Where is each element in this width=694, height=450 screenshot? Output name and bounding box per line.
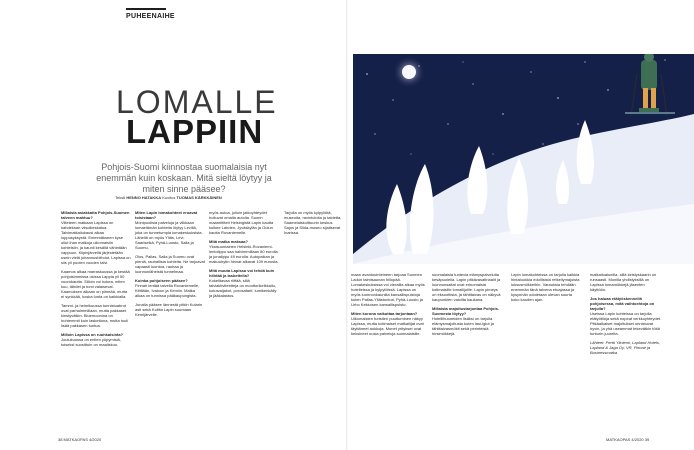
byline-illu-label: Kuvitus	[162, 195, 176, 200]
paragraph-text: Lapin lomakohteissa on tarjolla kaikkia hintaluokkia edullisista retkeilymajoista luksusmökkeihin. Varauksia tehdään enemmän tänä talvena etuajassa ja kysynnän odotetaan olevan suurta koko kauden ajan.	[511, 272, 580, 302]
text-column-4	[284, 210, 342, 239]
paragraph-text: suomalaisia tuntevia elämyspalveluita kesäpuolella. Lapin pitkävasatiriaalit ja luonnonsaitat ovat erinomaisia kotimaisille lomailijoille. Lapin pimeys on eksoottista, ja tähtitaivas on näkyvä kaupunkien valoilta kaukana.	[432, 272, 501, 302]
paragraph	[61, 332, 131, 347]
paragraph	[432, 306, 502, 336]
paragraph	[61, 269, 131, 299]
paragraph-text: Junalla pääsee lännestä pitkin Kolarin asti sekä Kolilta Lapin suuntaan Kemijärvelle.	[135, 302, 203, 317]
paragraph-text: maan avantouinteineen tarjoaa Suomen Ladun taimisaunan hiilupää. Lomakeskuksissa voi vierailla alkaa myös hotelleissa ja kylpylöissä. Lapissa on myös luonnonkauniita kansallispuistoja kuten Pallas-Yllästunturi, Pyhä-Luosto ja Urho Kekkosen kansallispuisto.	[351, 272, 425, 307]
paragraph-text: Viiteteen matkaan Lapissa on kahdeksan viisoikeskatua. Talvimatkailukausi alkaa loppusyksystä. Enimmäkseen kyse ollut ihan matkoja ulkomaisiin kohteisiin, ja kaunii kesällä vähintään vappuun. Kilpinjärvellä järjestetään usein vielä juhannushiihdot. Lapissa on siis yli puolen vuoden talvi.	[61, 220, 131, 265]
byline-text-label: Teksti	[115, 195, 126, 200]
paragraph	[351, 311, 426, 336]
paragraph	[135, 278, 205, 298]
text-column-5	[351, 272, 426, 340]
question-heading: Jos haluaa etätyöskennellä pohjoisessa, mitä vaihtoehtoja on tarjolla?	[590, 296, 655, 311]
text-column-1	[61, 210, 131, 351]
paragraph-text: Tammi- ja helmikuussa tunnistuabrot ovat parhaimmillaan, mutta pakkaset kiristyvätkin. Bluemoonina on huhtemmit kuin laskettuna, mutta tuuli lisää pakkasen tuntua.	[61, 303, 129, 328]
paragraph	[590, 340, 662, 355]
text-column-8	[590, 272, 662, 359]
paragraph-text: Joulukuussa on eniten yöpymisiä, toiseksi suosittuin on maaliskuu.	[61, 337, 121, 347]
question-heading: Millaista majoitustarjontaa Pohjois-Suomesta löytyy?	[432, 306, 500, 316]
question-heading: Kuinka pohjoiseen pääsee?	[135, 278, 188, 283]
text-column-3	[209, 210, 279, 302]
section-label: PUHEENAIHE	[126, 8, 166, 20]
paragraph	[135, 254, 205, 274]
paragraph	[135, 302, 205, 317]
paragraph-text: myös autoa, jolloin jatkoyhteydet hoituvat omalla autolla. Suorin maareittiteit Helsingistä Lapin kautta kulkee Lahden, Jyväskylän ja Oulun kautta Rovaniemelle.	[209, 210, 274, 235]
title-line-1: LOMALLE	[116, 84, 278, 120]
text-column-6	[432, 272, 502, 340]
lapland-illustration	[353, 54, 694, 264]
question-heading: Miten Lapin lomakohteet eroavat toisistaan?	[135, 210, 198, 220]
paragraph-text: Finnair lentää talvella Rovaniemelle, Kittilään, Ivaloon ja Kemiin. Matka alkaa on tunnissa pääkaupungista.	[135, 283, 200, 298]
moon	[402, 65, 416, 79]
lead-paragraph: Pohjois-Suomi kiinnostaa suomalaisia nyt enemmän kuin koskaan. Mitä sieltä löytyy ja miten sinne pääsee?	[96, 162, 272, 194]
paragraph	[511, 272, 581, 302]
paragraph-text: Monipuolisia palveluja ja vilkkaan lomaelämän kohteita löytyy Levillä, joka on tunnetumpia lomakeskuksista. Lähellä on myös Ylläs, Levi, Saariselkä, Pyhä-Luosto, Salla ja Suomu.	[135, 220, 203, 250]
paragraph	[61, 210, 131, 265]
question-heading: Miten korona vaikuttaa tarjontaan?	[351, 311, 418, 316]
paragraph	[209, 268, 279, 298]
paragraph-text: Lähteet: Pertti Yliniemi, Lapland Hotels, Lapland & Jaga Oy, VR, Finnair ja Businessmatka	[590, 340, 660, 355]
paragraph-text: Kaamos alkaa marraskuussa ja kestää pohjoisimmissa osissa Lappia yli 50 vuorokautta. Silloin voi kokea, miten kuu, tähdet ja tumi valaisevat. Kaamoksen aikaan on pimeää, mutta ei synkkää, koska lunta on kaikkialla.	[61, 269, 130, 299]
question-heading: Mitä muuta Lapissa voi tehdä kuin hiihtää ja laskettella?	[209, 268, 275, 278]
paragraph	[135, 210, 205, 250]
paragraph-text: Ulkomaisten turistien puuttuminen näkyy Lapissa, mutta kotimaiset matkailijat ovat täyttäneet aukkoja. Monet yritykset ovat keksineet uusia palveluja suomalaisille.	[351, 316, 424, 336]
paragraph	[284, 210, 342, 235]
paragraph-text: Hotellihuoneiden lisäksi on tarjolla elämysmajoitusta kuten lasi-iglut ja tähtitaivasmökit sekä perinteisiä hirsimökkejä.	[432, 316, 494, 336]
paragraph	[209, 239, 279, 264]
byline-text-author: HENNO HATAKKA	[126, 195, 162, 200]
paragraph-text: Olos, Pallas, Salla ja Suomu ovat pieniä, rauhallisia kohteita. Ne tarjoavat vapaasti luontoa, rauhaa ja luonnonläheistä tunnelmaa.	[135, 254, 205, 274]
paragraph-text: matkailualueilla, sillä kiristyskaarin on runsaasti. Monilla yhdistyksillä on Lapissa lomamökkejä jäsenten käyttöön.	[590, 272, 657, 292]
question-heading: Milloin Lapissa on ruuhkaisinta?	[61, 332, 124, 337]
paragraph-text: Kokeiltavaa riittää, sillä talviaktiviteetteja on moottorikelkkailu, koiravaljakot, porosafarit, lumikenkäily ja jääkalastus.	[209, 278, 277, 298]
byline	[115, 195, 222, 200]
paragraph-text: Tarjolla on myös kylpylöitä, museoita, ravintoloita ja taidetta. Saamelaiskulttuurin keskus Sajos ja Siida-museo sijaitsevat Inarissa.	[284, 210, 342, 235]
paragraph	[590, 272, 662, 292]
paragraph	[351, 272, 426, 307]
page-gutter	[346, 0, 348, 450]
paragraph	[61, 303, 131, 328]
title-line-2: LAPPIIN	[126, 113, 264, 150]
question-heading: Millaisia asiakkaita Pohjois-Suomen talveen mahtuu?	[61, 210, 130, 220]
text-column-2	[135, 210, 205, 321]
paragraph	[209, 210, 279, 235]
paragraph-text: Yksisuuntainen Helsinki-Rovaniemi-lentolippu saa halvimmillaan 80 eurolla ja junalippu 49 eurolla. Autopaikan ja makuuhytin hinnat alkavat 109 eurosta.	[209, 244, 279, 264]
text-column-7	[511, 272, 581, 306]
folio-right: MATKAOPAS 4/2020 39	[606, 437, 650, 442]
paragraph-text: Useissa Lapin kohteissa on tarjolla etätyötiloja sekä nopeat verkkoyhteydet. Pitkäaikaiset majoitukset onnistuvat hyvin, ja yhä useammat tekevätkin töitä tunturin juurelta.	[590, 311, 662, 336]
byline-illu-author: TUOMAS KÄRKKÄINEN	[176, 195, 222, 200]
paragraph	[432, 272, 502, 302]
folio-left: 38 MATKAOPAS 4/2020	[58, 437, 102, 442]
paragraph	[590, 296, 662, 336]
question-heading: Mitä matka maksaa?	[209, 239, 248, 244]
